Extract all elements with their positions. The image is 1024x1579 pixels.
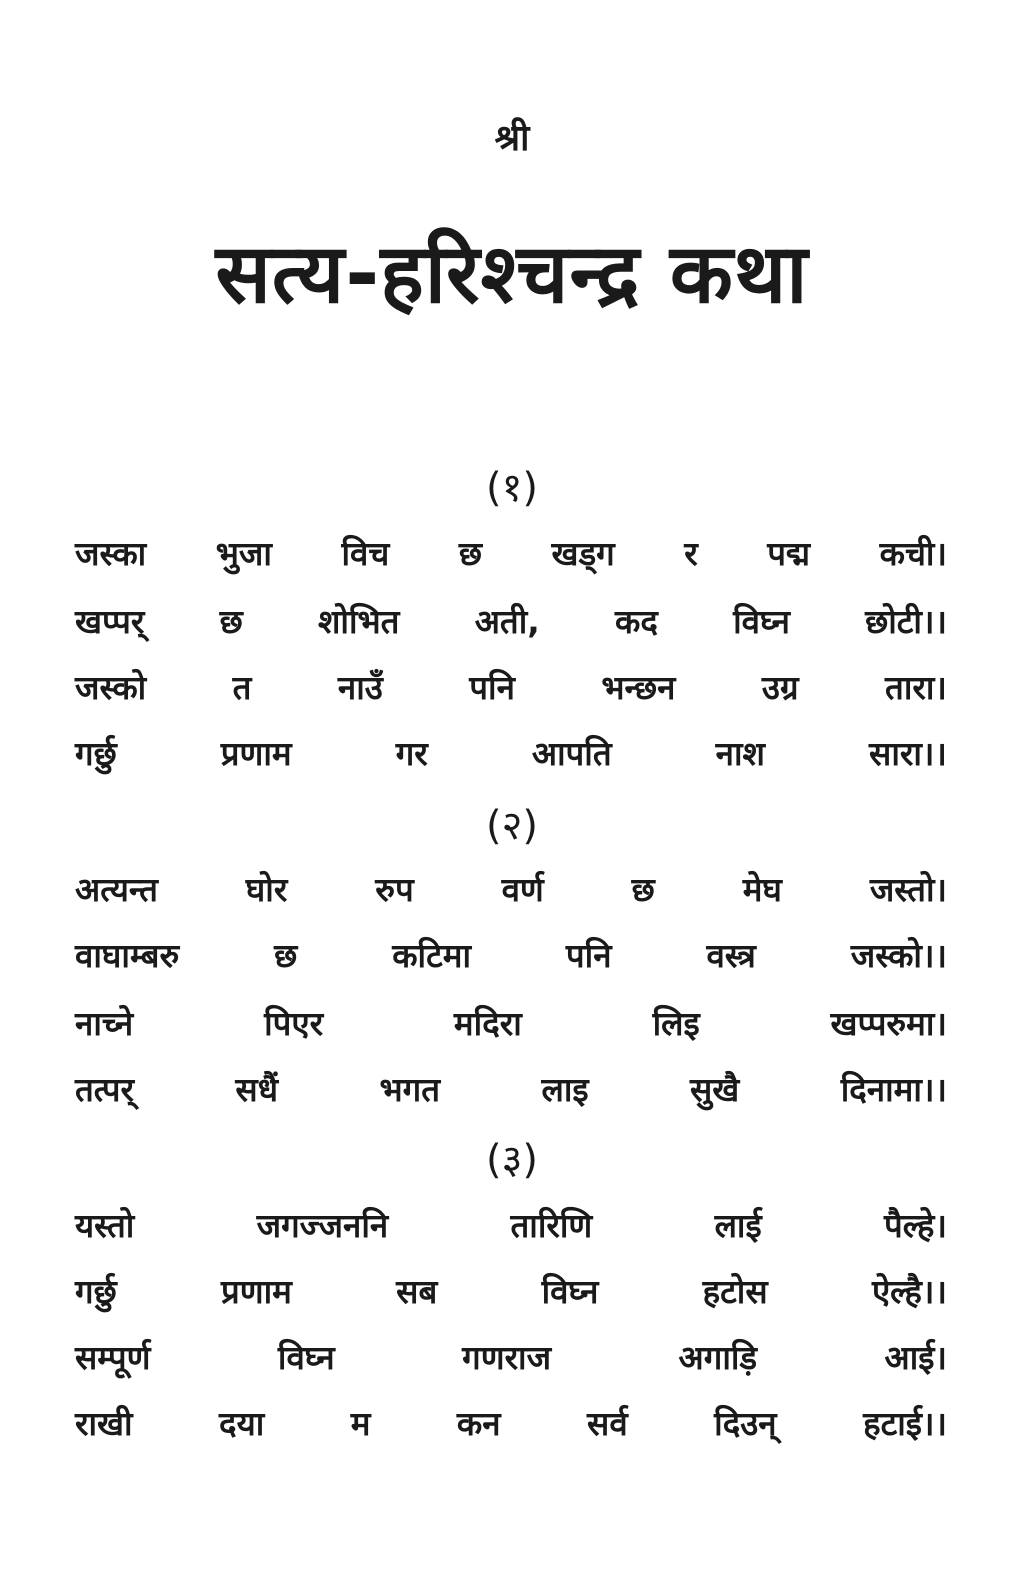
verse-word: भगत: [379, 1069, 441, 1109]
verse-word: नाश: [715, 733, 765, 773]
verse-word: आई।: [884, 1337, 947, 1377]
verse-word: तारा।: [885, 667, 947, 707]
stanza-number: (३): [485, 1137, 538, 1183]
verse-word: मेघ: [742, 869, 782, 909]
verse-word: सर्व: [587, 1403, 628, 1443]
verse-word: अत्यन्त: [75, 869, 158, 909]
verse-word: लिइ: [652, 1003, 700, 1043]
verse-word: वाघाम्बरु: [75, 935, 180, 975]
verse-word: छ: [458, 533, 482, 573]
verse-word: छ: [219, 601, 243, 641]
invocation-heading: श्री: [494, 118, 530, 159]
verse-line: [75, 724, 947, 780]
verse-word: गर्छु: [75, 1271, 117, 1311]
verse-word: रुप: [375, 869, 414, 909]
verse-word: छोटी।।: [865, 601, 947, 641]
verse-word: वर्ण: [501, 869, 544, 909]
verse-word: लाई: [714, 1205, 762, 1245]
verse-word: दिउन्: [714, 1403, 777, 1443]
verse-line: [75, 658, 947, 714]
verse-word: सम्पूर्ण: [75, 1337, 151, 1377]
verse-word: जस्को: [75, 667, 147, 707]
verse-word: कन: [456, 1403, 501, 1443]
verse-line: [75, 592, 947, 648]
verse-word: राखी: [75, 1403, 133, 1443]
verse-word: हटाई।।: [863, 1403, 947, 1443]
verse-word: त: [232, 667, 252, 707]
verse-line: [75, 1060, 947, 1116]
verse-word: छ: [631, 869, 655, 909]
verse-word: सब: [396, 1271, 438, 1311]
verse-line: [75, 1328, 947, 1384]
verse-word: र: [684, 533, 698, 573]
verse-word: हटोस: [702, 1271, 768, 1311]
verse-word: विच: [341, 533, 390, 573]
verse-word: दया: [219, 1403, 265, 1443]
verse-word: पैल्हे।: [883, 1205, 947, 1245]
verse-word: खप्पर्: [75, 601, 145, 641]
verse-word: जस्को।।: [850, 935, 947, 975]
verse-word: शोभित: [317, 601, 400, 641]
verse-line: [75, 1196, 947, 1252]
verse-word: सुखै: [690, 1069, 740, 1109]
page-title: सत्य-हरिश्चन्द्र कथा: [215, 227, 809, 322]
verse-word: गणराज: [462, 1337, 552, 1377]
verse-word: भन्छन: [601, 667, 676, 707]
verse-line: [75, 1394, 947, 1450]
verse-word: छ: [274, 935, 298, 975]
verse-word: विघ्न: [541, 1271, 599, 1311]
verse-word: पनि: [565, 935, 612, 975]
verse-word: मदिरा: [453, 1003, 522, 1043]
verse-word: सारा।।: [869, 733, 947, 773]
verse-word: घोर: [245, 869, 288, 909]
verse-word: गर: [395, 733, 428, 773]
verse-word: पनि: [469, 667, 515, 707]
verse-word: वस्त्र: [706, 935, 756, 975]
verse-word: म: [350, 1403, 371, 1443]
verse-word: सधैं: [235, 1069, 279, 1109]
verse-word: तारिणि: [510, 1205, 593, 1245]
stanza-number: (१): [485, 465, 538, 511]
verse-line: [75, 524, 947, 580]
verse-word: कची।: [879, 533, 947, 573]
verse-word: जस्का: [75, 533, 147, 573]
verse-word: अती,: [474, 601, 540, 641]
verse-word: पद्म: [767, 533, 811, 573]
verse-word: आपति: [531, 733, 612, 773]
stanza-number: (२): [485, 803, 538, 849]
verse-word: कद: [615, 601, 658, 641]
verse-word: उग्र: [761, 667, 799, 707]
verse-word: तत्पर्: [75, 1069, 134, 1109]
verse-word: अगाड़ि: [678, 1337, 758, 1377]
verse-word: पिएर: [264, 1003, 324, 1043]
verse-word: भुजा: [215, 533, 272, 573]
verse-word: प्रणाम: [220, 1271, 292, 1311]
verse-word: खड्ग: [551, 533, 615, 573]
verse-word: नाउँ: [337, 667, 383, 707]
verse-word: नाच्ने: [75, 1003, 134, 1043]
verse-word: प्रणाम: [220, 733, 292, 773]
verse-word: विघ्न: [733, 601, 790, 641]
verse-word: ऐल्है।।: [871, 1271, 947, 1311]
verse-line: [75, 926, 947, 982]
verse-line: [75, 860, 947, 916]
verse-word: लाइ: [541, 1069, 589, 1109]
verse-line: [75, 994, 947, 1050]
verse-word: विघ्न: [277, 1337, 335, 1377]
verse-word: कटिमा: [392, 935, 472, 975]
verse-word: जगज्जननि: [256, 1205, 389, 1245]
verse-word: दिनामा।।: [840, 1069, 947, 1109]
verse-line: [75, 1262, 947, 1318]
verse-word: यस्तो: [75, 1205, 135, 1245]
verse-word: खप्परुमा।: [830, 1003, 947, 1043]
verse-word: गर्छु: [75, 733, 117, 773]
verse-word: जस्तो।: [869, 869, 947, 909]
